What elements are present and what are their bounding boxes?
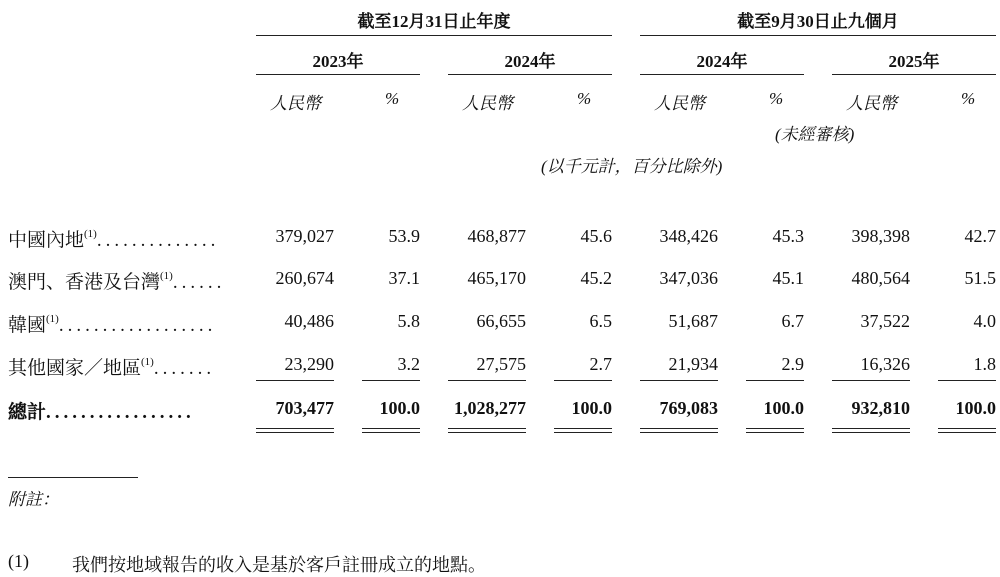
- leader-dots: .................: [46, 402, 195, 423]
- cell-value: 51,687: [668, 311, 718, 331]
- total-double-rule: [832, 432, 910, 433]
- total-double-rule: [362, 428, 420, 429]
- footnote-separator: [8, 477, 138, 478]
- cell-value: 2.7: [589, 354, 612, 374]
- header-group-year-ended: 截至12月31日止年度: [357, 12, 511, 31]
- cell-value: 16,326: [860, 354, 910, 374]
- cell-value: 100.0: [763, 398, 804, 418]
- row-label-text: 其他國家／地區: [8, 358, 142, 379]
- cell-value: 4.0: [973, 311, 996, 331]
- total-double-rule: [256, 428, 334, 429]
- total-double-rule: [746, 432, 804, 433]
- row-label: [8, 353, 215, 380]
- cell-value: 45.1: [772, 268, 804, 288]
- cell-value: 260,674: [275, 268, 334, 288]
- cell-value: 53.9: [388, 226, 420, 246]
- total-double-rule: [256, 432, 334, 433]
- notes-heading: 附註：: [8, 490, 59, 509]
- cell-value: 100.0: [571, 398, 612, 418]
- year-rule-4: [832, 74, 996, 75]
- total-double-rule: [362, 432, 420, 433]
- cell-value: 21,934: [668, 354, 718, 374]
- row-label: [8, 310, 216, 337]
- total-double-rule: [640, 428, 718, 429]
- row-label-text: 韓國: [8, 315, 47, 336]
- cell-value: 932,810: [851, 398, 910, 418]
- subtotal-rule: [362, 380, 420, 381]
- total-double-rule: [448, 432, 526, 433]
- cell-value: 23,290: [284, 354, 334, 374]
- year-header-2023: 2023年: [312, 52, 364, 71]
- unit-pct-2: %: [577, 89, 592, 108]
- total-double-rule: [640, 432, 718, 433]
- total-double-rule: [554, 432, 612, 433]
- cell-value: 42.7: [964, 226, 996, 246]
- cell-value: 1,028,277: [454, 398, 526, 418]
- leader-dots: ......: [172, 272, 226, 293]
- year-rule-3: [640, 74, 804, 75]
- cell-value: 398,398: [851, 226, 910, 246]
- subtotal-rule: [938, 380, 996, 381]
- footnote-ref: (1): [160, 269, 173, 282]
- leader-dots: .......: [153, 358, 216, 379]
- cell-value: 51.5: [964, 268, 996, 288]
- cell-value: 27,575: [476, 354, 526, 374]
- total-double-rule: [938, 432, 996, 433]
- cell-value: 468,877: [467, 226, 526, 246]
- unit-pct-1: %: [385, 89, 400, 108]
- year-rule-2: [448, 74, 612, 75]
- cell-value: 2.9: [781, 354, 804, 374]
- footnote-text: 我們按地域報告的收入是基於客戶註冊成立的地點。: [72, 555, 486, 575]
- cell-value: 37,522: [860, 311, 910, 331]
- footnote-ref: (1): [141, 355, 154, 368]
- leader-dots: ..................: [58, 315, 217, 336]
- subtotal-rule: [256, 380, 334, 381]
- year-header-2024b: 2024年: [696, 52, 748, 71]
- leader-dots: ..............: [96, 230, 220, 251]
- row-label-text: 總計: [8, 402, 47, 423]
- unaudited-note: (未經審核): [775, 125, 855, 144]
- group2-rule: [640, 35, 996, 36]
- cell-value: 6.5: [589, 311, 612, 331]
- unit-rmb-3: 人民幣: [654, 94, 705, 113]
- cell-value: 66,655: [476, 311, 526, 331]
- row-label-text: 中國內地: [8, 230, 85, 251]
- cell-value: 40,486: [284, 311, 334, 331]
- cell-value: 480,564: [851, 268, 910, 288]
- subtotal-rule: [448, 380, 526, 381]
- total-double-rule: [746, 428, 804, 429]
- total-double-rule: [448, 428, 526, 429]
- row-label: [8, 225, 219, 252]
- cell-value: 465,170: [467, 268, 526, 288]
- footnote-ref: (1): [46, 312, 59, 325]
- cell-value: 45.2: [580, 268, 612, 288]
- unit-pct-4: %: [961, 89, 976, 108]
- cell-value: 347,036: [659, 268, 718, 288]
- cell-value: 3.2: [397, 354, 420, 374]
- cell-value: 769,083: [659, 398, 718, 418]
- cell-value: 703,477: [275, 398, 334, 418]
- total-double-rule: [832, 428, 910, 429]
- unit-rmb-1: 人民幣: [270, 94, 321, 113]
- cell-value: 6.7: [781, 311, 804, 331]
- year-header-2024a: 2024年: [504, 52, 556, 71]
- unit-pct-3: %: [769, 89, 784, 108]
- year-rule-1: [256, 74, 420, 75]
- row-label: [8, 267, 225, 294]
- total-double-rule: [554, 428, 612, 429]
- cell-value: 5.8: [397, 311, 420, 331]
- cell-value: 100.0: [955, 398, 996, 418]
- footnote-marker: (1): [8, 551, 29, 571]
- cell-value: 348,426: [659, 226, 718, 246]
- group1-rule: [256, 35, 612, 36]
- unit-rmb-2: 人民幣: [462, 94, 513, 113]
- year-header-2025: 2025年: [888, 52, 940, 71]
- footnote-ref: (1): [84, 227, 97, 240]
- cell-value: 45.3: [772, 226, 804, 246]
- cell-value: 1.8: [973, 354, 996, 374]
- subtotal-rule: [746, 380, 804, 381]
- cell-value: 379,027: [275, 226, 334, 246]
- subtotal-rule: [554, 380, 612, 381]
- thousands-note: (以千元計，百分比除外): [541, 157, 723, 176]
- subtotal-rule: [640, 380, 718, 381]
- row-label-text: 澳門、香港及台灣: [8, 272, 161, 293]
- cell-value: 100.0: [379, 398, 420, 418]
- header-group-nine-months: 截至9月30日止九個月: [737, 12, 899, 31]
- unit-rmb-4: 人民幣: [846, 94, 897, 113]
- cell-value: 37.1: [388, 268, 420, 288]
- cell-value: 45.6: [580, 226, 612, 246]
- row-label: [8, 397, 195, 424]
- total-double-rule: [938, 428, 996, 429]
- subtotal-rule: [832, 380, 910, 381]
